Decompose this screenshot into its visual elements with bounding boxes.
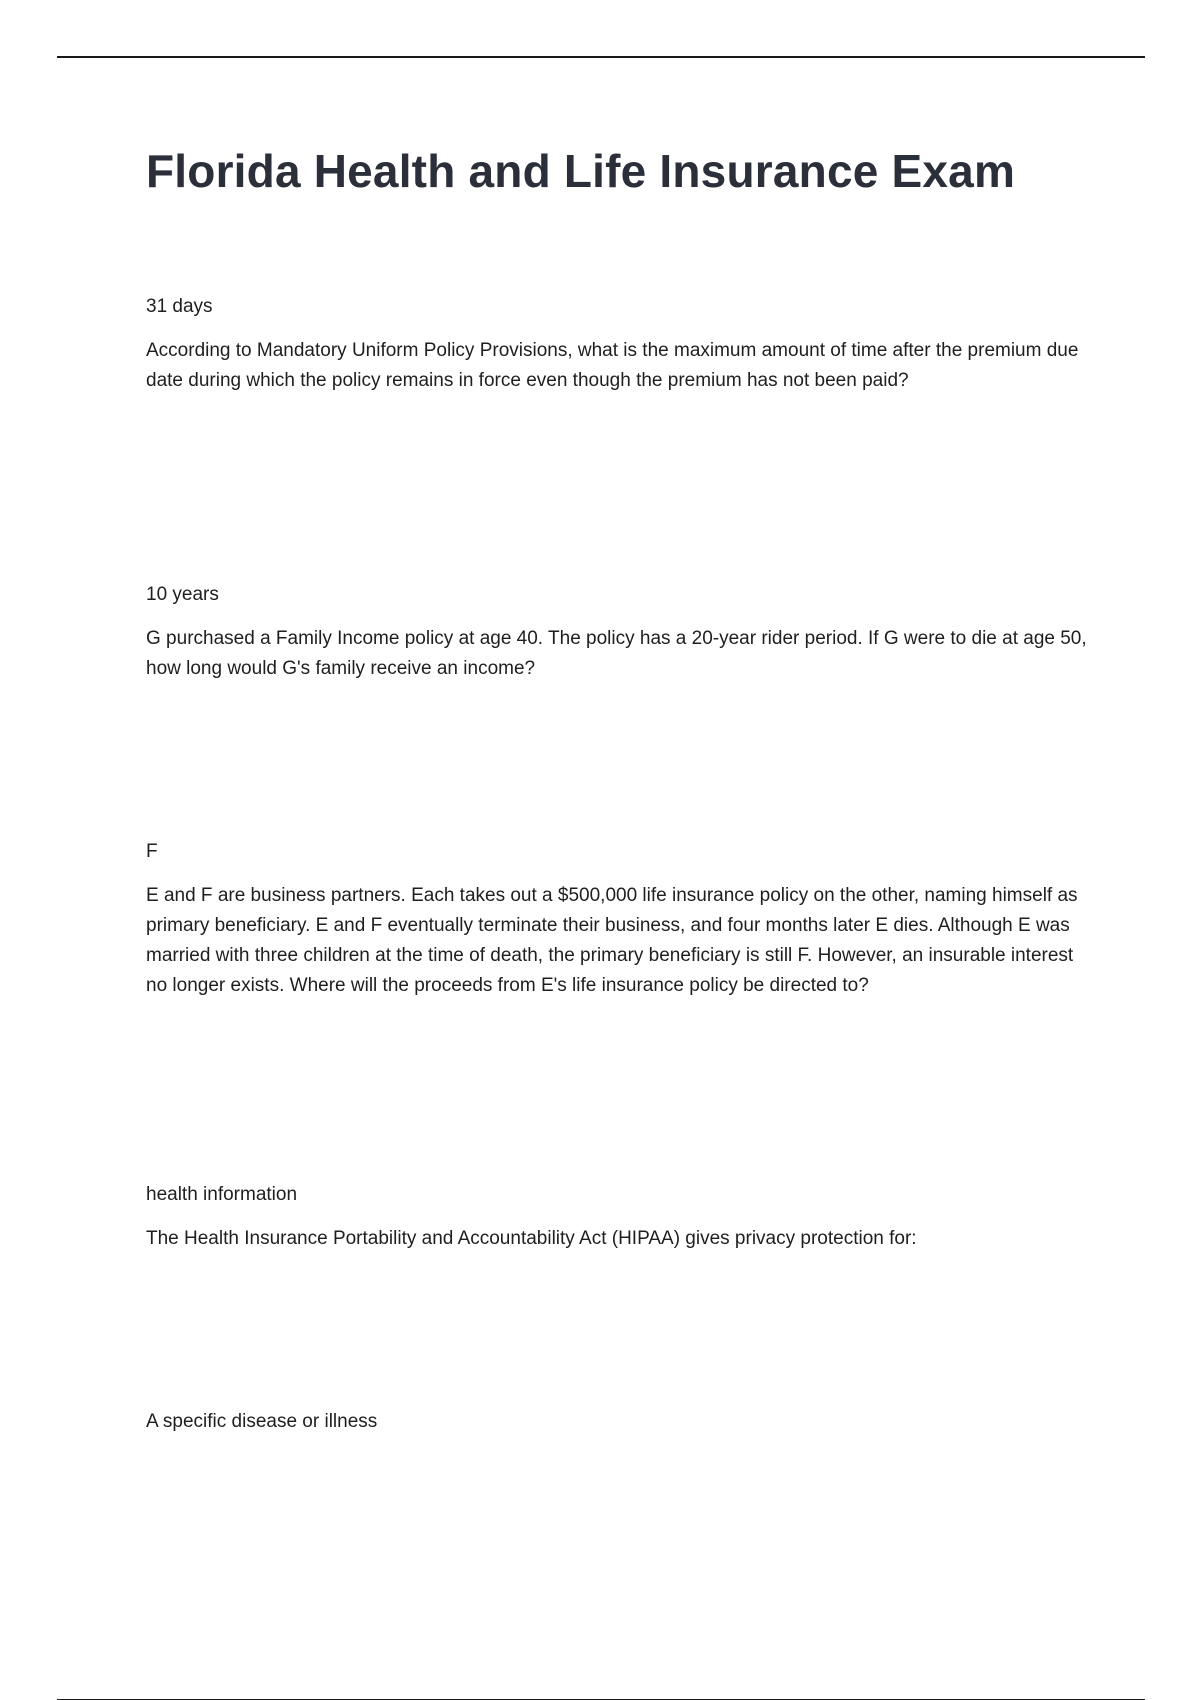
flashcard-1 <box>146 292 1096 396</box>
card-question: E and F are business partners. Each takes out a $500,000 life insurance policy on the other, naming himself as primary beneficiary. E and F eventually terminate their business, and four months later E dies. Although E was married with three children at the time of death, the primary beneficiary is still F. However, an insurable interest no longer exists. Where will the proceeds from E's life insurance policy be directed to? <box>146 885 1078 996</box>
top-rule <box>57 56 1145 58</box>
flashcard-5 <box>146 1407 1096 1437</box>
card-question: G purchased a Family Income policy at age 40. The policy has a 20-year rider period. If G were to die at age 50, how long would G's family receive an income? <box>146 628 1087 679</box>
flashcard-3 <box>146 837 1096 1001</box>
flashcard-4 <box>146 1180 1096 1254</box>
card-answer: F <box>146 841 158 862</box>
card-question: According to Mandatory Uniform Policy Provisions, what is the maximum amount of time after the premium due date during which the policy remains in force even though the premium has not been paid? <box>146 340 1079 391</box>
page-title: Florida Health and Life Insurance Exam <box>146 145 1016 197</box>
card-answer: 10 years <box>146 584 219 605</box>
card-answer: 31 days <box>146 296 213 317</box>
flashcard-2 <box>146 580 1096 684</box>
card-question: The Health Insurance Portability and Accountability Act (HIPAA) gives privacy protection for: <box>146 1228 917 1249</box>
card-answer: A specific disease or illness <box>146 1411 378 1432</box>
card-answer: health information <box>146 1184 298 1205</box>
